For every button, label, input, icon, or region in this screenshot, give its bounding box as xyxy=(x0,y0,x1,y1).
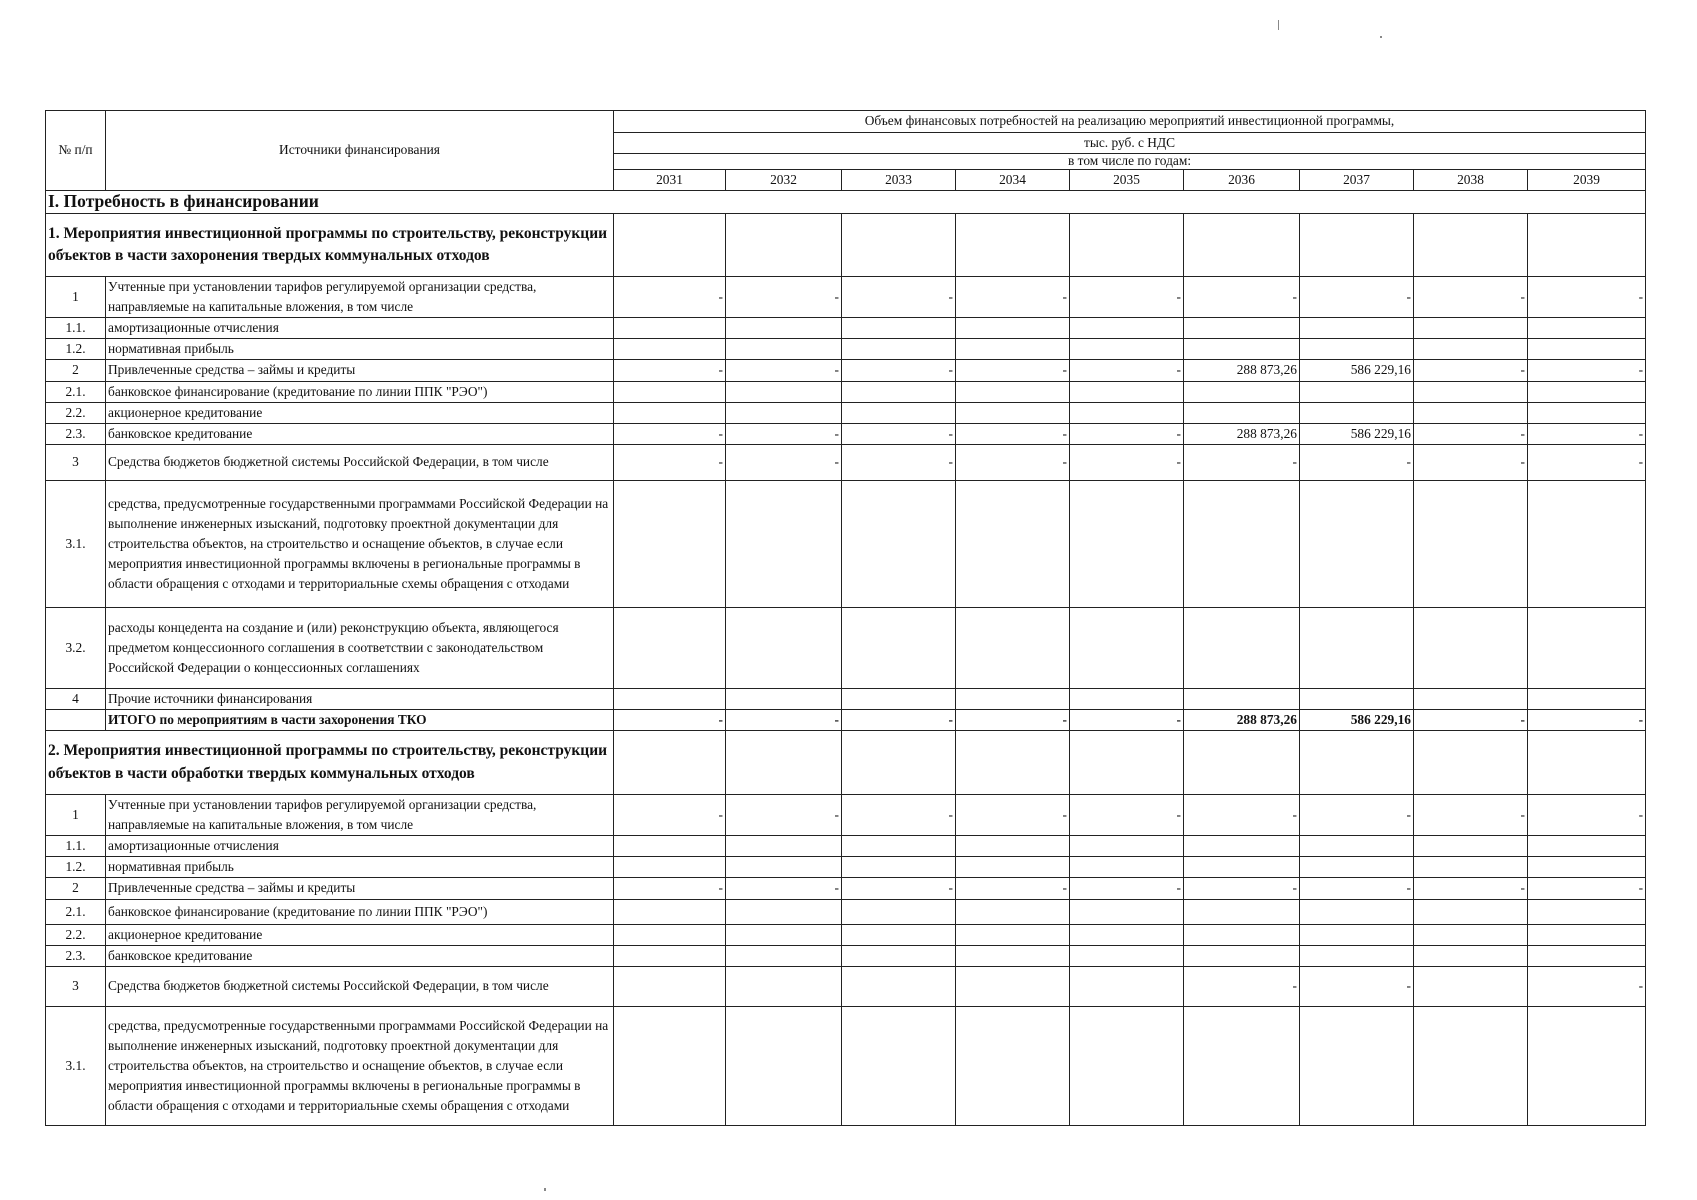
value-cell xyxy=(614,213,726,276)
value-cell xyxy=(842,213,956,276)
value-cell-2037 xyxy=(1300,1006,1414,1125)
row-source-label: средства, предусмотренные государственными программами Российской Федерации на выполнение инженерных изысканий, подготовку проектной документации для строительства объектов, на строительство и оснащение объектов, в случае если мероприятия инвестиционной программы включены в региональные программы в области обращения с отходами и территориальные схемы обращения с отходами xyxy=(106,1006,614,1125)
value-cell-2035 xyxy=(1070,899,1184,924)
table-row xyxy=(46,688,1646,709)
value-cell-2034: - xyxy=(956,276,1070,317)
table-row xyxy=(46,1006,1646,1125)
value-cell-2034: - xyxy=(956,444,1070,480)
value-cell-2034 xyxy=(956,1006,1070,1125)
value-cell-2038 xyxy=(1414,857,1528,878)
row-number: 1.2. xyxy=(46,857,106,878)
value-cell-2038 xyxy=(1414,1006,1528,1125)
value-cell-2037 xyxy=(1300,607,1414,688)
header-year-2038: 2038 xyxy=(1414,169,1528,190)
value-cell-2035 xyxy=(1070,480,1184,607)
table-row xyxy=(46,924,1646,945)
value-cell-2039: - xyxy=(1528,878,1646,899)
row-source-label: Средства бюджетов бюджетной системы Российской Федерации, в том числе xyxy=(106,966,614,1006)
value-cell-2033 xyxy=(842,945,956,966)
value-cell-2039: - xyxy=(1528,795,1646,836)
value-cell-2035 xyxy=(1070,857,1184,878)
group-title-row xyxy=(46,213,1646,276)
value-cell-2038 xyxy=(1414,402,1528,423)
value-cell-2035 xyxy=(1070,924,1184,945)
table-row xyxy=(46,318,1646,339)
value-cell-2031: - xyxy=(614,878,726,899)
row-source-label: средства, предусмотренные государственными программами Российской Федерации на выполнение инженерных изысканий, подготовку проектной документации для строительства объектов, на строительство и оснащение объектов, в случае если мероприятия инвестиционной программы включены в региональные программы в области обращения с отходами и территориальные схемы обращения с отходами xyxy=(106,480,614,607)
value-cell xyxy=(956,213,1070,276)
row-number xyxy=(46,709,106,730)
value-cell-2033: - xyxy=(842,423,956,444)
financing-table xyxy=(45,110,1646,1126)
row-source-label: Учтенные при установлении тарифов регулируемой организации средства, направляемые на капитальные вложения, в том числе xyxy=(106,795,614,836)
value-cell-2036 xyxy=(1184,339,1300,360)
value-cell-2035 xyxy=(1070,945,1184,966)
value-cell-2037: - xyxy=(1300,795,1414,836)
value-cell-2039 xyxy=(1528,339,1646,360)
value-cell-2032 xyxy=(726,339,842,360)
value-cell-2035 xyxy=(1070,318,1184,339)
row-source-label: нормативная прибыль xyxy=(106,857,614,878)
value-cell-2032: - xyxy=(726,360,842,381)
value-cell-2037 xyxy=(1300,688,1414,709)
table-row xyxy=(46,607,1646,688)
value-cell-2038 xyxy=(1414,945,1528,966)
row-number: 3 xyxy=(46,966,106,1006)
table-row xyxy=(46,480,1646,607)
row-number: 2.3. xyxy=(46,945,106,966)
value-cell-2038: - xyxy=(1414,878,1528,899)
table-row xyxy=(46,423,1646,444)
value-cell-2032 xyxy=(726,318,842,339)
row-source-label: расходы концедента на создание и (или) реконструкцию объекта, являющегося предметом концессионного соглашения в соответствии с законодательством Российской Федерации о концессионных соглашениях xyxy=(106,607,614,688)
value-cell-2034 xyxy=(956,857,1070,878)
value-cell-2037 xyxy=(1300,381,1414,402)
value-cell-2032 xyxy=(726,945,842,966)
value-cell-2034 xyxy=(956,924,1070,945)
value-cell-2032: - xyxy=(726,444,842,480)
value-cell-2033: - xyxy=(842,276,956,317)
table-row xyxy=(46,402,1646,423)
value-cell-2035 xyxy=(1070,688,1184,709)
value-cell-2039 xyxy=(1528,857,1646,878)
value-cell xyxy=(1528,213,1646,276)
total-value-2033: - xyxy=(842,709,956,730)
value-cell xyxy=(614,731,726,795)
value-cell-2032 xyxy=(726,899,842,924)
value-cell-2032 xyxy=(726,607,842,688)
value-cell-2033 xyxy=(842,607,956,688)
value-cell-2036 xyxy=(1184,402,1300,423)
value-cell-2032: - xyxy=(726,276,842,317)
value-cell-2037 xyxy=(1300,339,1414,360)
value-cell-2033 xyxy=(842,899,956,924)
table-row xyxy=(46,836,1646,857)
value-cell-2033 xyxy=(842,402,956,423)
value-cell-2036 xyxy=(1184,381,1300,402)
value-cell-2034: - xyxy=(956,423,1070,444)
group-title: 2. Мероприятия инвестиционной программы по строительству, реконструкции объектов в части обработки твердых коммунальных отходов xyxy=(46,731,614,795)
value-cell-2036 xyxy=(1184,607,1300,688)
header-volume-title: Объем финансовых потребностей на реализацию мероприятий инвестиционной программы, xyxy=(614,111,1646,133)
value-cell-2036 xyxy=(1184,924,1300,945)
value-cell-2037 xyxy=(1300,945,1414,966)
table-row xyxy=(46,795,1646,836)
group-title: 1. Мероприятия инвестиционной программы по строительству, реконструкции объектов в части захоронения твердых коммунальных отходов xyxy=(46,213,614,276)
value-cell-2032 xyxy=(726,1006,842,1125)
value-cell-2038 xyxy=(1414,480,1528,607)
value-cell xyxy=(1300,213,1414,276)
total-value-2038: - xyxy=(1414,709,1528,730)
value-cell-2033 xyxy=(842,480,956,607)
header-col-source: Источники финансирования xyxy=(106,111,614,191)
value-cell xyxy=(1528,731,1646,795)
value-cell-2038 xyxy=(1414,966,1528,1006)
row-number: 1.2. xyxy=(46,339,106,360)
value-cell-2035: - xyxy=(1070,444,1184,480)
value-cell-2032 xyxy=(726,381,842,402)
value-cell-2034: - xyxy=(956,795,1070,836)
value-cell-2037: - xyxy=(1300,276,1414,317)
value-cell-2037 xyxy=(1300,318,1414,339)
value-cell-2034 xyxy=(956,836,1070,857)
value-cell-2039 xyxy=(1528,402,1646,423)
value-cell-2033: - xyxy=(842,878,956,899)
value-cell-2031 xyxy=(614,480,726,607)
row-number: 3.1. xyxy=(46,1006,106,1125)
group-title-row xyxy=(46,731,1646,795)
value-cell-2034 xyxy=(956,966,1070,1006)
value-cell xyxy=(1184,213,1300,276)
row-number: 1.1. xyxy=(46,836,106,857)
value-cell-2036 xyxy=(1184,899,1300,924)
value-cell-2031 xyxy=(614,402,726,423)
value-cell-2033: - xyxy=(842,795,956,836)
value-cell-2037: 586 229,16 xyxy=(1300,423,1414,444)
value-cell-2036: - xyxy=(1184,966,1300,1006)
header-year-2031: 2031 xyxy=(614,169,726,190)
value-cell-2031 xyxy=(614,966,726,1006)
value-cell-2033 xyxy=(842,318,956,339)
value-cell-2036 xyxy=(1184,836,1300,857)
value-cell-2035 xyxy=(1070,1006,1184,1125)
value-cell-2039 xyxy=(1528,688,1646,709)
value-cell-2038 xyxy=(1414,924,1528,945)
value-cell-2034: - xyxy=(956,360,1070,381)
header-year-2032: 2032 xyxy=(726,169,842,190)
value-cell-2035 xyxy=(1070,966,1184,1006)
value-cell-2031 xyxy=(614,318,726,339)
value-cell xyxy=(726,213,842,276)
value-cell xyxy=(956,731,1070,795)
value-cell-2032 xyxy=(726,836,842,857)
value-cell-2039 xyxy=(1528,381,1646,402)
value-cell-2033 xyxy=(842,1006,956,1125)
scan-mark xyxy=(1278,20,1279,30)
header-year-2039: 2039 xyxy=(1528,169,1646,190)
value-cell-2037 xyxy=(1300,857,1414,878)
row-number: 2.3. xyxy=(46,423,106,444)
value-cell-2038: - xyxy=(1414,423,1528,444)
value-cell-2031 xyxy=(614,339,726,360)
value-cell-2035: - xyxy=(1070,878,1184,899)
row-source-label: Средства бюджетов бюджетной системы Российской Федерации, в том числе xyxy=(106,444,614,480)
value-cell-2032 xyxy=(726,688,842,709)
value-cell-2033 xyxy=(842,339,956,360)
table-row xyxy=(46,945,1646,966)
value-cell-2035: - xyxy=(1070,795,1184,836)
value-cell-2034 xyxy=(956,899,1070,924)
row-source-label: банковское кредитование xyxy=(106,423,614,444)
value-cell-2039 xyxy=(1528,607,1646,688)
value-cell-2031 xyxy=(614,857,726,878)
row-source-label: нормативная прибыль xyxy=(106,339,614,360)
value-cell xyxy=(842,731,956,795)
value-cell-2039: - xyxy=(1528,360,1646,381)
value-cell-2034 xyxy=(956,402,1070,423)
value-cell-2038: - xyxy=(1414,444,1528,480)
row-source-label: амортизационные отчисления xyxy=(106,836,614,857)
value-cell-2033: - xyxy=(842,444,956,480)
value-cell-2037 xyxy=(1300,924,1414,945)
value-cell-2032 xyxy=(726,966,842,1006)
value-cell-2037 xyxy=(1300,402,1414,423)
header-year-2037: 2037 xyxy=(1300,169,1414,190)
value-cell-2033 xyxy=(842,836,956,857)
value-cell-2036: - xyxy=(1184,444,1300,480)
value-cell-2031: - xyxy=(614,276,726,317)
value-cell-2031 xyxy=(614,924,726,945)
value-cell-2032 xyxy=(726,480,842,607)
row-number: 2 xyxy=(46,360,106,381)
row-number: 2.1. xyxy=(46,381,106,402)
table-row xyxy=(46,878,1646,899)
value-cell-2038 xyxy=(1414,688,1528,709)
value-cell-2037: - xyxy=(1300,966,1414,1006)
value-cell-2031 xyxy=(614,688,726,709)
value-cell-2035: - xyxy=(1070,423,1184,444)
value-cell-2031 xyxy=(614,381,726,402)
value-cell-2039: - xyxy=(1528,444,1646,480)
value-cell-2035 xyxy=(1070,381,1184,402)
value-cell-2038 xyxy=(1414,607,1528,688)
scan-mark xyxy=(544,1188,546,1191)
value-cell-2037: - xyxy=(1300,444,1414,480)
value-cell-2039 xyxy=(1528,1006,1646,1125)
value-cell-2039 xyxy=(1528,836,1646,857)
value-cell-2037 xyxy=(1300,836,1414,857)
header-year-2035: 2035 xyxy=(1070,169,1184,190)
value-cell xyxy=(1070,731,1184,795)
value-cell-2033 xyxy=(842,857,956,878)
value-cell-2032 xyxy=(726,857,842,878)
table-row xyxy=(46,276,1646,317)
row-source-label: банковское финансирование (кредитование по линии ППК "РЭО") xyxy=(106,899,614,924)
row-source-label: Прочие источники финансирования xyxy=(106,688,614,709)
value-cell-2031 xyxy=(614,607,726,688)
value-cell-2032 xyxy=(726,402,842,423)
row-number: 1 xyxy=(46,276,106,317)
value-cell-2031: - xyxy=(614,423,726,444)
header-unit: тыс. руб. с НДС xyxy=(614,133,1646,154)
value-cell-2031: - xyxy=(614,444,726,480)
row-source-label: Привлеченные средства – займы и кредиты xyxy=(106,878,614,899)
header-year-2033: 2033 xyxy=(842,169,956,190)
value-cell-2036 xyxy=(1184,480,1300,607)
header-year-2036: 2036 xyxy=(1184,169,1300,190)
row-source-label: Учтенные при установлении тарифов регулируемой организации средства, направляемые на капитальные вложения, в том числе xyxy=(106,276,614,317)
table-row xyxy=(46,966,1646,1006)
value-cell-2034 xyxy=(956,607,1070,688)
table-row xyxy=(46,360,1646,381)
value-cell-2034 xyxy=(956,381,1070,402)
value-cell-2038 xyxy=(1414,339,1528,360)
value-cell-2031: - xyxy=(614,360,726,381)
value-cell-2038 xyxy=(1414,318,1528,339)
value-cell-2032: - xyxy=(726,878,842,899)
value-cell-2034: - xyxy=(956,878,1070,899)
row-source-label: амортизационные отчисления xyxy=(106,318,614,339)
value-cell-2036 xyxy=(1184,688,1300,709)
row-number: 1 xyxy=(46,795,106,836)
value-cell-2036: 288 873,26 xyxy=(1184,360,1300,381)
value-cell-2033 xyxy=(842,966,956,1006)
value-cell-2031 xyxy=(614,945,726,966)
table-row xyxy=(46,339,1646,360)
header-row-1 xyxy=(46,111,1646,133)
value-cell-2031 xyxy=(614,899,726,924)
value-cell-2031: - xyxy=(614,795,726,836)
value-cell-2039: - xyxy=(1528,423,1646,444)
section-row xyxy=(46,190,1646,213)
value-cell-2039 xyxy=(1528,899,1646,924)
value-cell-2035 xyxy=(1070,607,1184,688)
value-cell-2038 xyxy=(1414,836,1528,857)
value-cell-2035 xyxy=(1070,836,1184,857)
value-cell-2032 xyxy=(726,924,842,945)
value-cell-2032: - xyxy=(726,795,842,836)
value-cell-2036: - xyxy=(1184,878,1300,899)
total-value-2036: 288 873,26 xyxy=(1184,709,1300,730)
value-cell-2036 xyxy=(1184,318,1300,339)
row-number: 2 xyxy=(46,878,106,899)
value-cell xyxy=(1184,731,1300,795)
total-row xyxy=(46,709,1646,730)
row-source-label: акционерное кредитование xyxy=(106,402,614,423)
value-cell-2038 xyxy=(1414,381,1528,402)
value-cell-2035 xyxy=(1070,339,1184,360)
value-cell-2037: - xyxy=(1300,878,1414,899)
table-row xyxy=(46,857,1646,878)
value-cell-2036: 288 873,26 xyxy=(1184,423,1300,444)
row-source-label: банковское кредитование xyxy=(106,945,614,966)
value-cell-2033 xyxy=(842,381,956,402)
total-value-2037: 586 229,16 xyxy=(1300,709,1414,730)
row-number: 2.1. xyxy=(46,899,106,924)
row-number: 3 xyxy=(46,444,106,480)
value-cell-2031 xyxy=(614,836,726,857)
value-cell-2033 xyxy=(842,924,956,945)
value-cell-2039: - xyxy=(1528,966,1646,1006)
value-cell xyxy=(1414,213,1528,276)
value-cell-2034 xyxy=(956,480,1070,607)
value-cell-2039 xyxy=(1528,945,1646,966)
value-cell-2034 xyxy=(956,688,1070,709)
value-cell-2034 xyxy=(956,339,1070,360)
table-row xyxy=(46,381,1646,402)
value-cell-2037: 586 229,16 xyxy=(1300,360,1414,381)
value-cell-2035: - xyxy=(1070,276,1184,317)
total-value-2035: - xyxy=(1070,709,1184,730)
value-cell xyxy=(726,731,842,795)
value-cell-2038 xyxy=(1414,899,1528,924)
row-number: 3.1. xyxy=(46,480,106,607)
row-number: 2.2. xyxy=(46,924,106,945)
table-row xyxy=(46,899,1646,924)
row-source-label: банковское финансирование (кредитование по линии ППК "РЭО") xyxy=(106,381,614,402)
row-source-label: Привлеченные средства – займы и кредиты xyxy=(106,360,614,381)
total-value-2032: - xyxy=(726,709,842,730)
value-cell-2034 xyxy=(956,318,1070,339)
total-label: ИТОГО по мероприятиям в части захоронения ТКО xyxy=(106,709,614,730)
row-number: 3.2. xyxy=(46,607,106,688)
value-cell-2035: - xyxy=(1070,360,1184,381)
row-number: 2.2. xyxy=(46,402,106,423)
value-cell-2039 xyxy=(1528,480,1646,607)
value-cell xyxy=(1070,213,1184,276)
value-cell-2036 xyxy=(1184,857,1300,878)
value-cell-2039 xyxy=(1528,318,1646,339)
total-value-2031: - xyxy=(614,709,726,730)
table-row xyxy=(46,444,1646,480)
value-cell-2033: - xyxy=(842,360,956,381)
value-cell-2036: - xyxy=(1184,795,1300,836)
total-value-2034: - xyxy=(956,709,1070,730)
total-value-2039: - xyxy=(1528,709,1646,730)
value-cell-2032: - xyxy=(726,423,842,444)
row-number: 1.1. xyxy=(46,318,106,339)
section-title: I. Потребность в финансировании xyxy=(46,190,1646,213)
value-cell-2037 xyxy=(1300,899,1414,924)
value-cell-2037 xyxy=(1300,480,1414,607)
value-cell-2036 xyxy=(1184,945,1300,966)
value-cell-2036 xyxy=(1184,1006,1300,1125)
header-by-years: в том числе по годам: xyxy=(614,154,1646,170)
value-cell-2038: - xyxy=(1414,360,1528,381)
header-year-2034: 2034 xyxy=(956,169,1070,190)
value-cell-2036: - xyxy=(1184,276,1300,317)
value-cell-2038: - xyxy=(1414,276,1528,317)
header-col-num: № п/п xyxy=(46,111,106,191)
value-cell-2034 xyxy=(956,945,1070,966)
value-cell xyxy=(1300,731,1414,795)
row-number: 4 xyxy=(46,688,106,709)
scan-mark xyxy=(1380,36,1382,38)
value-cell-2038: - xyxy=(1414,795,1528,836)
value-cell xyxy=(1414,731,1528,795)
value-cell-2039: - xyxy=(1528,276,1646,317)
value-cell-2033 xyxy=(842,688,956,709)
value-cell-2039 xyxy=(1528,924,1646,945)
row-source-label: акционерное кредитование xyxy=(106,924,614,945)
value-cell-2035 xyxy=(1070,402,1184,423)
value-cell-2031 xyxy=(614,1006,726,1125)
